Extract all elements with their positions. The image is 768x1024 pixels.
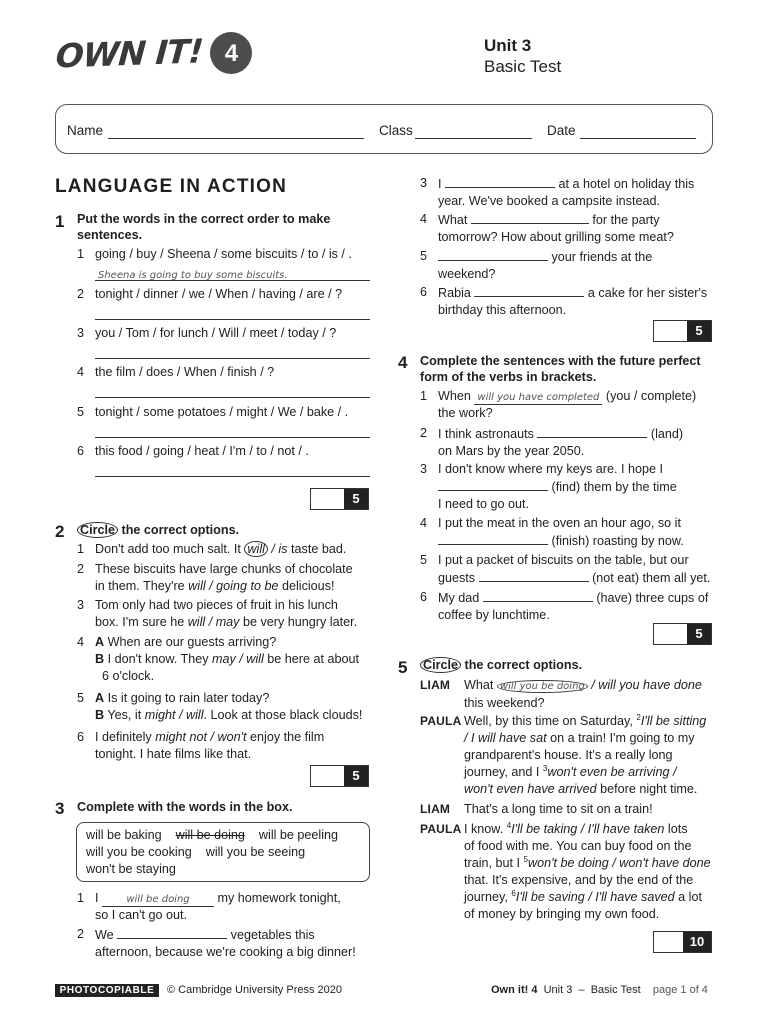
item-text: When will you have completed (you / complete) the work? bbox=[438, 389, 697, 420]
question-instruction: Complete the sentences with the future perfect form of the verbs in brackets. bbox=[420, 354, 701, 384]
word-option: will be baking bbox=[86, 828, 162, 842]
answer-blank[interactable] bbox=[438, 478, 548, 491]
question-instruction: Circle the correct options. bbox=[420, 657, 582, 673]
answer-blank[interactable]: will you have completed bbox=[474, 392, 602, 405]
item-text: Tom only had two pieces of fruit in his lunch box. I'm sure he will / may be very hungry later. bbox=[95, 598, 358, 629]
dialogue-line: Well, by this time on Saturday, $^2$I'll be sitting / I will have sat on a train! I'm going to my grandparent's house. It's a really long journey, and I $^3$won't even be arriving / won't even have arrived before night time. bbox=[464, 712, 707, 796]
item-number: 4 bbox=[77, 365, 85, 379]
example-answer: Sheena is going to buy some biscuits. bbox=[98, 270, 288, 281]
question-instruction: Put the words in the correct order to make sentences. bbox=[77, 212, 331, 242]
answer-blank[interactable] bbox=[438, 248, 548, 261]
score-entry-field[interactable] bbox=[311, 489, 344, 509]
name-field[interactable] bbox=[108, 138, 364, 139]
item-text: These biscuits have large chunks of chocolate in them. They're will / going to be delicious! bbox=[95, 562, 353, 593]
word-option-used: will be doing bbox=[175, 828, 245, 842]
speaker-label: PAULA bbox=[420, 822, 462, 836]
item-text: I at a hotel on holiday this year. We've booked a campsite instead. bbox=[438, 177, 695, 208]
item-number: 3 bbox=[420, 462, 428, 476]
test-title: Basic Test bbox=[484, 57, 562, 76]
score-box bbox=[310, 765, 369, 787]
score-entry-field[interactable] bbox=[654, 624, 687, 644]
item-number: 1 bbox=[77, 247, 85, 261]
item-text: A Is it going to rain later today? B Yes, it might / will. Look at those black clouds! bbox=[95, 691, 363, 722]
score-entry-field[interactable] bbox=[654, 321, 687, 341]
item-text: I definitely might not / won't enjoy the film tonight. I hate films like that. bbox=[95, 730, 325, 761]
class-label: Class bbox=[379, 123, 413, 138]
question-number: 1 bbox=[55, 212, 65, 231]
item-number: 5 bbox=[420, 249, 428, 263]
item-text: I will be doing my homework tonight, so I can't go out. bbox=[95, 891, 341, 922]
item-number: 1 bbox=[77, 891, 85, 905]
answer-blank[interactable] bbox=[471, 211, 589, 224]
item-number: 5 bbox=[77, 405, 85, 419]
item-number: 5 bbox=[77, 691, 85, 705]
item-number: 3 bbox=[77, 598, 85, 612]
question-number: 5 bbox=[398, 658, 408, 677]
item-text: tonight / some potatoes / might / We / bake / . bbox=[95, 405, 349, 419]
item-number: 3 bbox=[77, 326, 85, 340]
unit-title: Unit 3 bbox=[484, 36, 532, 55]
item-text: What for the party tomorrow? How about grilling some meat? bbox=[438, 213, 674, 244]
score-max: 5 bbox=[344, 766, 368, 786]
score-box bbox=[653, 320, 712, 342]
word-option: won't be staying bbox=[86, 862, 176, 876]
answer-blank[interactable] bbox=[479, 569, 589, 582]
logo-level-badge: 4 bbox=[210, 32, 252, 74]
word-option: will you be cooking bbox=[86, 845, 192, 859]
answer-line[interactable] bbox=[95, 476, 370, 477]
answer-blank[interactable] bbox=[483, 589, 593, 602]
photocopiable-badge: PHOTOCOPIABLE bbox=[55, 984, 159, 997]
speaker-label: LIAM bbox=[420, 802, 451, 816]
item-text: Don't add too much salt. It will / is taste bad. bbox=[95, 542, 347, 556]
item-number: 6 bbox=[420, 590, 428, 604]
item-number: 1 bbox=[77, 542, 85, 556]
item-text: My dad (have) three cups of coffee by lunchtime. bbox=[438, 591, 709, 622]
score-max: 5 bbox=[687, 624, 711, 644]
answer-blank[interactable] bbox=[445, 175, 555, 188]
score-entry-field[interactable] bbox=[654, 932, 683, 952]
copyright-text: © Cambridge University Press 2020 bbox=[167, 984, 343, 996]
score-entry-field[interactable] bbox=[311, 766, 344, 786]
dialogue-line: I know. $^4$I'll be taking / I'll have taken lots of food with me. You can buy food on the train, but I $^5$won't be doing / won't have done that. It's expensive, and by the end of the journey, $^6$I'll be saving / I'll have saved a lot of money by bringing my own food. bbox=[464, 820, 711, 921]
item-number: 4 bbox=[420, 516, 428, 530]
question-number: 3 bbox=[55, 799, 65, 818]
word-box bbox=[76, 822, 370, 882]
dialogue-line: That's a long time to sit on a train! bbox=[464, 802, 653, 816]
logo-text: OWN IT! bbox=[54, 30, 204, 76]
item-number: 2 bbox=[77, 562, 85, 576]
item-number: 4 bbox=[420, 212, 428, 226]
date-label: Date bbox=[547, 123, 576, 138]
word-option: will you be seeing bbox=[205, 845, 306, 859]
answer-line[interactable] bbox=[95, 319, 370, 320]
score-max: 10 bbox=[683, 932, 711, 952]
name-label: Name bbox=[67, 123, 104, 138]
item-number: 2 bbox=[77, 927, 85, 941]
answer-blank[interactable]: will be doing bbox=[102, 894, 214, 907]
item-number: 6 bbox=[77, 444, 85, 458]
item-text: I don't know where my keys are. I hope I (find) them by the time I need to go out. bbox=[438, 462, 677, 511]
item-text: We vegetables this afternoon, because we're cooking a big dinner! bbox=[95, 928, 356, 959]
class-field[interactable] bbox=[415, 138, 532, 139]
answer-line[interactable] bbox=[95, 397, 370, 398]
question-instruction: Circle the correct options. bbox=[77, 522, 239, 538]
answer-blank[interactable] bbox=[474, 284, 584, 297]
item-number: 6 bbox=[77, 730, 85, 744]
score-max: 5 bbox=[344, 489, 368, 509]
footer-info: Own it! 4 Unit 3 – Basic Test page 1 of 4 bbox=[491, 984, 708, 996]
item-number: 1 bbox=[420, 389, 428, 403]
dialogue-line: What will you be doing / will you have done this weekend? bbox=[464, 678, 702, 710]
item-text: I think astronauts (land) on Mars by the year 2050. bbox=[438, 427, 684, 458]
own-it-logo bbox=[56, 32, 252, 74]
item-text: I put the meat in the oven an hour ago, so it (finish) roasting by now. bbox=[438, 516, 684, 548]
item-text: the film / does / When / finish / ? bbox=[95, 365, 275, 379]
question-number: 2 bbox=[55, 522, 65, 541]
speaker-label: PAULA bbox=[420, 714, 462, 728]
item-number: 6 bbox=[420, 285, 428, 299]
answer-blank[interactable] bbox=[117, 926, 227, 939]
score-max: 5 bbox=[687, 321, 711, 341]
answer-blank[interactable] bbox=[537, 425, 647, 438]
date-field[interactable] bbox=[580, 138, 696, 139]
item-number: 4 bbox=[77, 635, 85, 649]
item-text: I put a packet of biscuits on the table, but our guests (not eat) them all yet. bbox=[438, 553, 711, 585]
item-text: you / Tom / for lunch / Will / meet / today / ? bbox=[95, 326, 337, 340]
item-text: A When are our guests arriving? B I don't know. They may / will be here at about 6 o'clock. bbox=[95, 635, 360, 683]
item-text: this food / going / heat / I'm / to / not / . bbox=[95, 444, 309, 458]
item-number: 5 bbox=[420, 553, 428, 567]
speaker-label: LIAM bbox=[420, 678, 451, 692]
answer-line[interactable] bbox=[95, 358, 370, 359]
item-text: Rabia a cake for her sister's birthday this afternoon. bbox=[438, 286, 708, 317]
question-instruction: Complete with the words in the box. bbox=[77, 800, 293, 814]
score-box bbox=[310, 488, 369, 510]
item-number: 2 bbox=[77, 287, 85, 301]
score-box bbox=[653, 623, 712, 645]
answer-line[interactable] bbox=[95, 437, 370, 438]
item-text: your friends at the weekend? bbox=[438, 250, 653, 281]
item-text: tonight / dinner / we / When / having / are / ? bbox=[95, 287, 343, 301]
word-option: will be peeling bbox=[258, 828, 339, 842]
section-title: LANGUAGE IN ACTION bbox=[55, 176, 288, 197]
item-text: going / buy / Sheena / some biscuits / to / is / . bbox=[95, 247, 352, 261]
score-box bbox=[653, 931, 712, 953]
question-number: 4 bbox=[398, 353, 408, 372]
answer-blank[interactable] bbox=[438, 532, 548, 545]
item-number: 3 bbox=[420, 176, 428, 190]
item-number: 2 bbox=[420, 426, 428, 440]
